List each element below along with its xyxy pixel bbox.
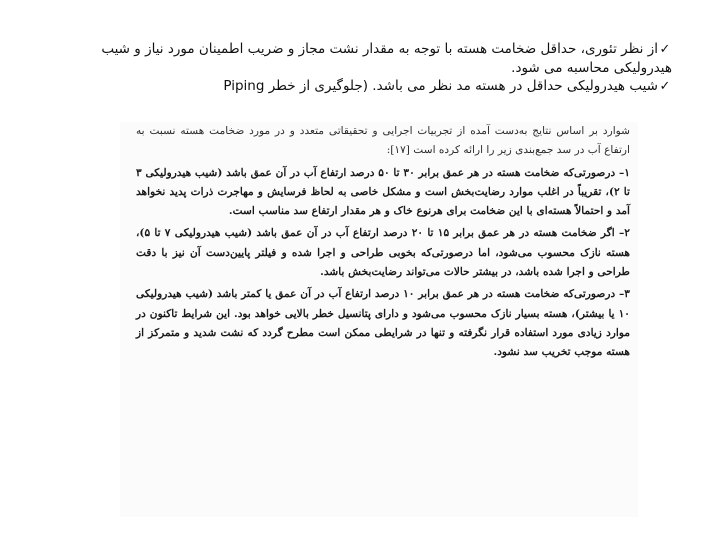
excerpt-intro: شوارد بر اساس نتایج به‌دست آمده از تجربیات اجرایی و تحقیقاتی متعدد و در مورد ضخامت هسته نسبت به ارتفاع آب در سد جمع‌بندی زیر را ارائه کرده است [۱۷]: xyxy=(136,125,630,157)
bullet-hydraulic-gradient xyxy=(72,77,672,96)
check-mark-icon: ✓ xyxy=(659,79,671,94)
bullet-text: از نظر تئوری، حداقل ضخامت هسته با توجه به مقدار نشت مجاز و ضریب اطمینان مورد نیاز و شیب هیدرولیکی محاسبه می شود. xyxy=(101,41,672,76)
bullet-text: شیب هیدرولیکی حداقل در هسته مد نظر می باشد. (جلوگیری از خطر Piping xyxy=(223,78,658,94)
bullet-minimum-thickness xyxy=(72,40,672,77)
scanned-book-excerpt xyxy=(120,122,638,517)
excerpt-item-1: ۱– درصورتی‌که ضخامت هسته در هر عمق برابر ۳۰ تا ۵۰ درصد ارتفاع آب در آن عمق باشد (شیب هیدرولیکی ۳ تا ۲)، تقریباً در اغلب موارد رضایت‌بخش است و مشکل خاصی به لحاظ فرسایش و مهاجرت ذرات پدید نخواهد آمد و احتمالاً هسته‌ای با این ضخامت برای هرنوع خاک و هر مقدار ارتفاع سد مناسب است. xyxy=(136,166,630,218)
excerpt-item-2: ۲– اگر ضخامت هسته در هر عمق برابر ۱۵ تا ۲۰ درصد ارتفاع آب در آن عمق باشد (شیب هیدرولیکی ۷ تا ۵)، هسته نازک محسوب می‌شود، اما درصورتی‌که بخوبی طراحی و اجرا شده و فیلتر پایین‌دست آن نیز با دقت طراحی و اجرا شده باشد، در بیشتر حالات می‌تواند رضایت‌بخش باشد. xyxy=(136,227,630,279)
bullet-list xyxy=(72,40,672,96)
excerpt-item-3: ۳– درصورتی‌که ضخامت هسته در هر عمق برابر ۱۰ درصد ارتفاع آب در آن عمق یا کمتر باشد (شیب هیدرولیکی ۱۰ یا بیشتر)، هسته بسیار نازک محسوب می‌شود و دارای پتانسیل خطر بالایی خواهد بود. این شرایط تاکنون در موارد زیادی مورد استفاده قرار نگرفته و تنها در شرایطی ممکن است مطرح گردد که نشت شدید و متمرکز از هسته موجب تخریب سد نشود. xyxy=(136,288,630,359)
check-mark-icon: ✓ xyxy=(659,42,671,57)
